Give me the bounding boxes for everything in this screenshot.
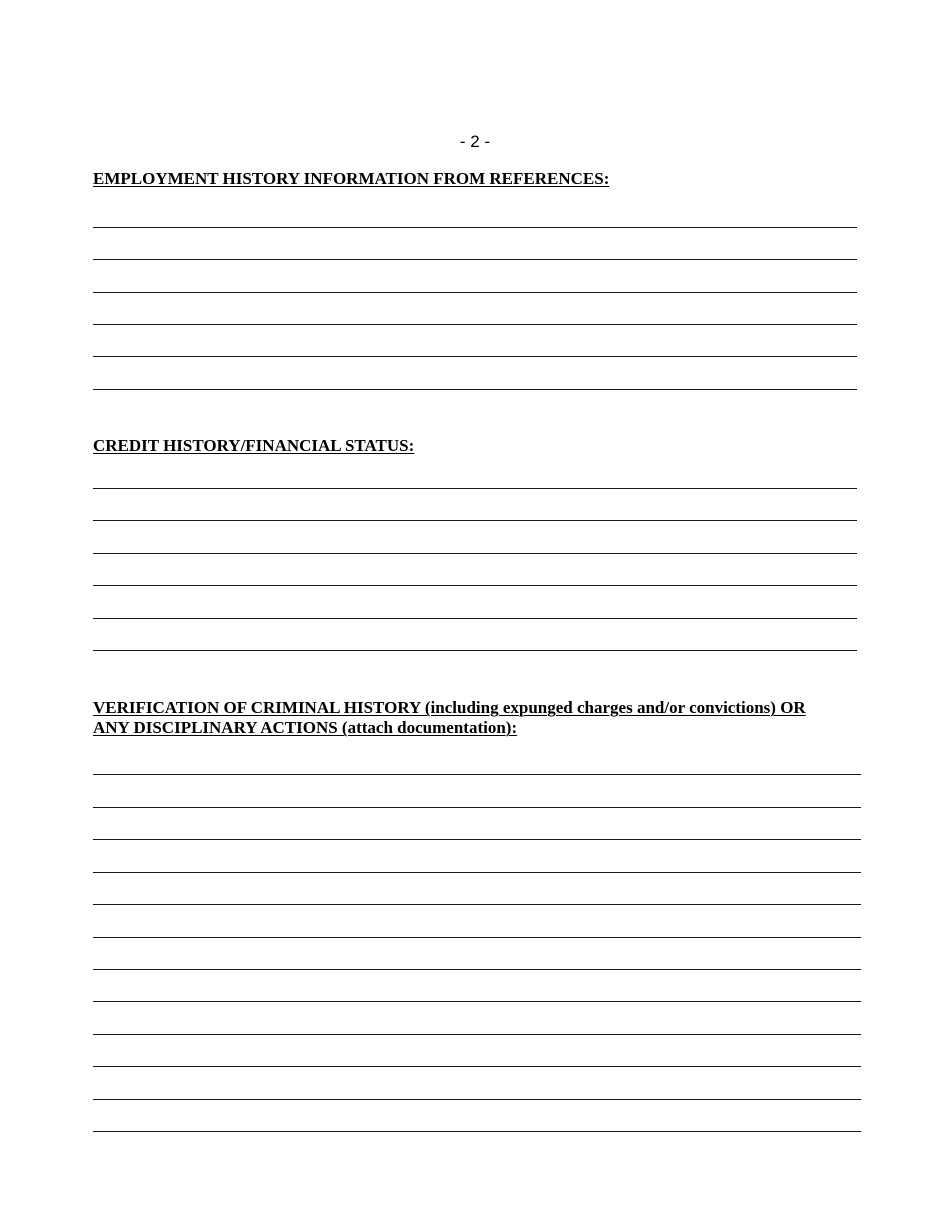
write-line[interactable]: [93, 292, 857, 293]
write-line[interactable]: [93, 872, 861, 873]
write-line[interactable]: [93, 227, 857, 228]
write-line[interactable]: [93, 1001, 861, 1002]
write-line[interactable]: [93, 904, 861, 905]
write-line[interactable]: [93, 618, 857, 619]
write-line[interactable]: [93, 839, 861, 840]
write-line[interactable]: [93, 1131, 861, 1132]
write-line[interactable]: [93, 324, 857, 325]
write-line[interactable]: [93, 356, 857, 357]
criminal-history-heading-line1: VERIFICATION OF CRIMINAL HISTORY (including expunged charges and/or convictions) OR: [93, 698, 806, 717]
page-number: - 2 -: [459, 132, 491, 151]
write-line[interactable]: [93, 969, 861, 970]
write-line[interactable]: [93, 259, 857, 260]
write-line[interactable]: [93, 650, 857, 651]
employment-history-heading: EMPLOYMENT HISTORY INFORMATION FROM REFERENCES:: [93, 169, 610, 188]
write-line[interactable]: [93, 389, 857, 390]
write-line[interactable]: [93, 585, 857, 586]
write-line[interactable]: [93, 937, 861, 938]
credit-history-heading: CREDIT HISTORY/FINANCIAL STATUS:: [93, 436, 415, 455]
write-line[interactable]: [93, 807, 861, 808]
write-line[interactable]: [93, 774, 861, 775]
write-line[interactable]: [93, 488, 857, 489]
write-line[interactable]: [93, 520, 857, 521]
write-line[interactable]: [93, 553, 857, 554]
write-line[interactable]: [93, 1066, 861, 1067]
write-line[interactable]: [93, 1099, 861, 1100]
write-line[interactable]: [93, 1034, 861, 1035]
criminal-history-heading-line2: ANY DISCIPLINARY ACTIONS (attach documentation):: [93, 718, 518, 737]
